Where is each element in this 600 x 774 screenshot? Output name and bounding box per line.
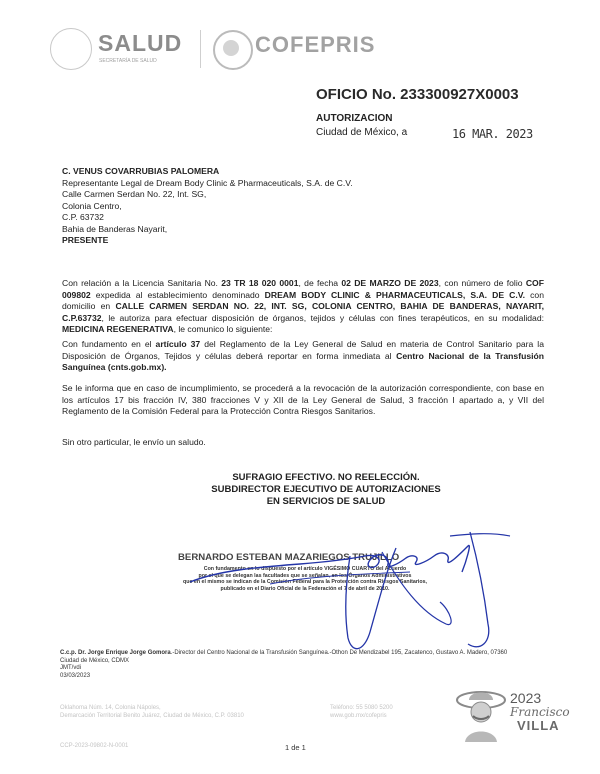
cofepris-emblem-icon bbox=[213, 30, 253, 70]
page-number: 1 de 1 bbox=[285, 743, 306, 752]
closing-line: SUFRAGIO EFECTIVO. NO REELECCIÓN. bbox=[232, 472, 420, 483]
salud-subtitle: SECRETARÍA DE SALUD bbox=[99, 58, 157, 64]
copy-notice bbox=[60, 650, 560, 680]
paragraph-closing: Sin otro particular, le envío un saludo. bbox=[62, 437, 206, 447]
oficio-number: OFICIO No. 233300927X0003 bbox=[316, 86, 519, 103]
autorizacion-heading: AUTORIZACION bbox=[316, 113, 393, 124]
handwritten-signature bbox=[150, 512, 520, 662]
delegation-note: Con fundamento en lo dispuesto por el artículo VIGÉSIMO CUARTO del Acuerdo por el que se delegan las facultades que se señalan, en los Órganos Administrativos que en el mismo se indican de la Comisión Federal para la Protección contra Riesgos Sanitarios, publicado en el Diario Oficial de la Federación el 7 de abril de 2010. bbox=[182, 566, 428, 592]
closing-block bbox=[176, 472, 476, 508]
recipient-line: Bahia de Banderas Nayarit, bbox=[62, 223, 168, 234]
salud-label: SALUD bbox=[98, 30, 183, 56]
recipient-line: Representante Legal de Dream Body Clinic & Pharmaceuticals, S.A. de C.V. bbox=[62, 177, 353, 188]
villa-portrait-icon bbox=[455, 686, 507, 742]
logo-divider bbox=[200, 30, 201, 68]
paragraph-reporting: Con fundamento en el artículo 37 del Reglamento de la Ley General de Salud en materia de Control Sanitario para la Disposición de Órganos, Tejidos y células deberá reportar en forma inmediata al Centro Nacional de la Transfusión Sanguínea (cnts.gob.mx). bbox=[62, 339, 544, 372]
paragraph-revocation: Se le informa que en caso de incumplimiento, se procederá a la revocación de la autorización correspondiente, con base en los artículos 17 bis fracción IV, 380 fracciones V y XII de la Ley General de Salud, 3 fracción I apartado a, y VII del Reglamento de la Comisión Federal para la Protección Contra Riesgos Sanitarios. bbox=[62, 383, 544, 416]
recipient-line: C.P. 63732 bbox=[62, 212, 104, 222]
city-date-label: Ciudad de México, a bbox=[316, 127, 408, 138]
presente-label: PRESENTE bbox=[62, 235, 109, 245]
salud-logo bbox=[50, 28, 200, 74]
footer-contact: Teléfono: 55 5080 5200 www.gob.mx/cofepris bbox=[330, 705, 393, 719]
recipient-name: C. VENUS COVARRUBIAS PALOMERA bbox=[62, 166, 220, 176]
villa-name: Francisco bbox=[510, 705, 570, 719]
ccp-line: Ciudad de México, CDMX bbox=[60, 657, 130, 664]
cofepris-label: COFEPRIS bbox=[255, 32, 376, 57]
footer-code: CCP-2023-09802-N-0001 bbox=[60, 743, 129, 749]
recipient-block bbox=[62, 166, 552, 247]
paragraph-license: Con relación a la Licencia Sanitaria No. 23 TR 18 020 0001, de fecha 02 DE MARZO DE 2023, con número de folio COF 009802 expedida al establecimiento denominado DREAM BODY CLINIC & PHARMACEUTICALS, S.A. DE C.V. con domicilio en CALLE CARMEN SERDAN NO. 22, INT. SG, COLONIA CENTRO, BAHIA DE BANDERAS, NAYARIT, C.P.63732, le autoriza para efectuar disposición de órganos, tejidos y células con fines terapéuticos, en su modalidad: MEDICINA REGENERATIVA, le comunico lo siguiente: bbox=[62, 278, 544, 334]
closing-line: SUBDIRECTOR EJECUTIVO DE AUTORIZACIONES bbox=[211, 484, 441, 495]
villa-surname: VILLA bbox=[517, 718, 560, 733]
signer-name: BERNARDO ESTEBAN MAZARIEGOS TRUJILLO bbox=[178, 552, 400, 563]
stamped-date: 16 MAR. 2023 bbox=[452, 127, 533, 141]
ccp-label: C.c.p. Dr. Jorge Enrique Jorge Gomora bbox=[60, 650, 171, 656]
recipient-line: Colonia Centro, bbox=[62, 200, 122, 211]
ccp-initials: JMT/vdi bbox=[60, 665, 81, 671]
coat-of-arms-icon bbox=[50, 28, 92, 70]
francisco-villa-logo bbox=[455, 686, 570, 742]
footer-address: Oklahoma Núm. 14, Colonia Nápoles, Demarcación Territorial Benito Juárez, Ciudad de México, C.P. 03810 bbox=[60, 705, 244, 719]
ccp-date: 03/03/2023 bbox=[60, 672, 91, 679]
villa-year: 2023 bbox=[510, 690, 542, 706]
ccp-text: .-Director del Centro Nacional de la Transfusión Sanguínea.-Othon De Mendizabel 195, Zacatenco, Gustavo A. Madero, 07360 bbox=[170, 650, 508, 656]
closing-line: EN SERVICIOS DE SALUD bbox=[266, 496, 386, 507]
recipient-line: Calle Carmen Serdan No. 22, Int. SG, bbox=[62, 189, 207, 199]
cofepris-logo bbox=[213, 28, 383, 74]
